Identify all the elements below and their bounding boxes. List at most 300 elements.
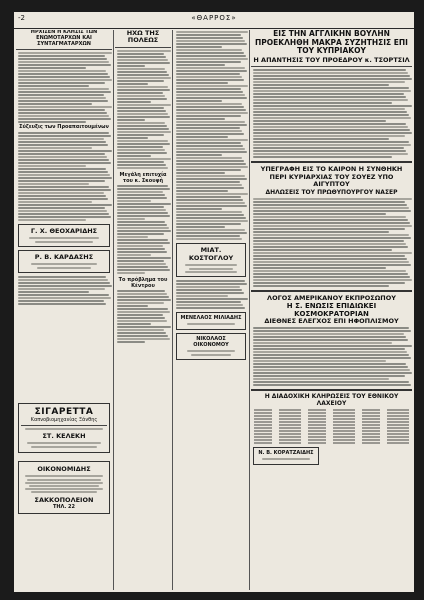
text-line [253, 93, 404, 95]
text-line [253, 207, 409, 209]
table-cell [333, 436, 355, 438]
table-cell [254, 436, 272, 438]
text-line [253, 252, 412, 254]
text-line [18, 91, 111, 93]
text-line [253, 99, 408, 101]
text-line [253, 261, 409, 263]
text-line [117, 125, 167, 127]
text-line [117, 335, 168, 337]
masthead [14, 12, 414, 29]
text-line [117, 242, 170, 244]
text-line [117, 155, 151, 157]
lottery-results-table [254, 409, 409, 444]
text-line [176, 175, 245, 177]
text-line [117, 332, 166, 334]
text-line [18, 282, 110, 284]
text-line [253, 219, 408, 221]
text-line [176, 34, 241, 36]
col1-article-1 [16, 52, 112, 123]
text-line [253, 240, 404, 242]
text-line [176, 85, 248, 87]
text-line [176, 37, 243, 39]
text-line [18, 303, 106, 305]
ad-kardasis-title: Ρ. Β. ΚΑΡΔΑΣΗΣ [34, 253, 94, 261]
text-line [18, 153, 105, 155]
table-cell [308, 442, 326, 444]
ad-theocharidis [18, 224, 110, 247]
text-line [18, 192, 104, 194]
text-line [253, 135, 405, 137]
table-cell [308, 430, 326, 432]
col2b-article-1 [174, 31, 248, 240]
text-line [18, 198, 108, 200]
text-line [176, 112, 248, 114]
text-line [176, 304, 243, 306]
col3-headline-3c: ΔΙΕΘΝΕΣ ΕΛΕΓΧΟΣ ΕΠΙ ΗΦΟΠΛΙΣΜΟΥ [264, 317, 399, 326]
text-line [117, 206, 164, 208]
text-line [253, 330, 411, 332]
text-line [117, 263, 166, 265]
text-line [117, 164, 166, 166]
text-line [117, 224, 167, 226]
text-line [117, 194, 165, 196]
text-line [117, 269, 170, 271]
col2-article-1 [115, 50, 171, 169]
text-line [176, 205, 247, 207]
text-line [253, 285, 389, 287]
table-cell [362, 430, 380, 432]
text-line [253, 150, 406, 152]
text-line [253, 255, 405, 257]
text-line [176, 52, 244, 54]
table-cell [362, 409, 380, 411]
table-row [254, 424, 409, 426]
text-line [18, 82, 105, 84]
text-line [176, 40, 245, 42]
col1-headline: ΗΡΧΙΣΕΝ Η ΚΛΗΣΙΣ ΤΩΝ ΕΝΩΜΟΤΑΡΧΩΝ ΚΑΙ ΣΥΝΤΑΓΜΑΤΑΡΧΩΝ [30, 30, 98, 47]
table-cell [387, 433, 409, 435]
text-line [253, 69, 406, 71]
text-line [253, 78, 412, 80]
text-line [18, 207, 105, 209]
table-cell [308, 421, 326, 423]
ad-koratzaidis [253, 447, 319, 465]
text-line [117, 71, 167, 73]
text-line [253, 96, 406, 98]
table-cell [254, 442, 272, 444]
text-line [253, 216, 406, 218]
table-cell [387, 412, 409, 414]
text-line [176, 55, 246, 57]
text-line [117, 227, 169, 229]
text-line [117, 203, 171, 205]
table-cell [254, 433, 272, 435]
text-line [176, 136, 228, 138]
text-line [18, 121, 86, 123]
table-row [254, 427, 409, 429]
text-line [18, 285, 112, 287]
text-line [18, 216, 111, 218]
ad-oikonomou-title: ΝΙΚΟΛΑΟΣ ΟΙΚΟΝΟΜΟΥ [193, 336, 229, 348]
table-cell [362, 439, 380, 441]
text-line [253, 333, 404, 335]
text-line [253, 90, 411, 92]
text-line [117, 110, 166, 112]
text-line [176, 88, 241, 90]
text-line [176, 235, 240, 237]
text-line [176, 280, 245, 282]
text-line [176, 211, 242, 213]
ad-miliadis [176, 312, 246, 330]
text-line [176, 139, 248, 141]
text-line [18, 94, 104, 96]
text-line [18, 288, 105, 290]
text-line [253, 384, 411, 386]
table-cell [308, 436, 326, 438]
table-cell [254, 421, 272, 423]
text-line [176, 73, 240, 75]
table-row [254, 409, 409, 411]
text-line [117, 299, 171, 301]
table-cell [387, 409, 409, 411]
text-line [117, 341, 145, 343]
text-line [18, 97, 106, 99]
text-line [176, 172, 225, 174]
text-line [117, 122, 165, 124]
text-line [176, 169, 241, 171]
text-line [253, 363, 406, 365]
text-line [253, 282, 405, 284]
text-line [117, 233, 164, 235]
text-line [18, 171, 108, 173]
table-cell [279, 424, 301, 426]
table-row [254, 430, 409, 432]
text-line [18, 52, 112, 54]
table-cell [254, 430, 272, 432]
col3-headline-3: ΛΟΓΟΣ ΑΜΕΡΙΚΑΝΟΥ ΕΚΠΡΟΣΩΠΟΥ [267, 293, 396, 302]
text-line [18, 177, 112, 179]
col3-article-2 [251, 198, 412, 287]
text-line [117, 329, 164, 331]
text-line [176, 76, 242, 78]
text-line [18, 103, 92, 105]
text-line [117, 290, 165, 292]
text-line [18, 132, 109, 134]
text-line [176, 97, 247, 99]
text-line [18, 147, 92, 149]
table-cell [362, 421, 380, 423]
text-line [18, 135, 111, 137]
text-line [18, 70, 106, 72]
text-line [117, 209, 166, 211]
ad-sigaretta-title: ΣΙΓΑΡΕΤΤΑ [34, 407, 94, 417]
text-line [176, 184, 242, 186]
text-line [176, 232, 247, 234]
text-line [176, 70, 247, 72]
text-line [253, 327, 409, 329]
col3-article-1 [251, 69, 412, 158]
col1-article-3 [16, 276, 112, 305]
table-cell [333, 424, 355, 426]
text-line [253, 132, 412, 134]
text-line [18, 61, 109, 63]
text-line [253, 75, 410, 77]
text-line [253, 366, 408, 368]
col3-headline-2b: ΔΗΛΩΣΕΙΣ ΤΟΥ ΠΡΩΘΥΠΟΥΡΓΟΥ ΝΑΣΕΡ [265, 188, 398, 196]
table-cell [254, 415, 272, 417]
text-line [253, 87, 409, 89]
text-line [176, 151, 247, 153]
text-line [253, 204, 407, 206]
col2b-article-2 [174, 280, 248, 309]
text-line [18, 204, 112, 206]
table-cell [308, 415, 326, 417]
text-line [253, 237, 411, 239]
text-line [253, 231, 389, 233]
text-line [253, 339, 408, 341]
text-line [253, 273, 408, 275]
text-line [176, 166, 248, 168]
text-line [253, 198, 412, 200]
col3-headline-1b: Η ΑΠΑΝΤΗΣΙΣ ΤΟΥ ΠΡΟΕΔΡΟΥ κ. ΤΣΟΡΤΣΙΛ [253, 55, 410, 64]
text-line [18, 88, 109, 90]
text-line [253, 210, 411, 212]
text-line [176, 202, 245, 204]
text-line [176, 100, 222, 102]
text-line [176, 238, 242, 240]
text-line [253, 108, 405, 110]
text-line [253, 357, 411, 359]
text-line [117, 218, 145, 220]
text-line [117, 248, 165, 250]
table-cell [387, 439, 409, 441]
text-line [176, 142, 241, 144]
table-cell [387, 421, 409, 423]
text-line [117, 245, 163, 247]
text-line [18, 156, 107, 158]
ad-kostoglou [176, 243, 246, 277]
col1-article-2 [16, 132, 112, 221]
ad-sigaretta [18, 403, 110, 453]
ad-oikonomidis-footer: ΣΑΚΚΟΠΟΛΕΙΟΝ [34, 496, 94, 504]
text-line [253, 381, 409, 383]
text-line [176, 154, 222, 156]
text-line [253, 123, 406, 125]
text-line [253, 213, 386, 215]
text-line [117, 260, 164, 262]
text-line [117, 89, 170, 91]
text-line [117, 74, 169, 76]
newspaper-page [14, 12, 414, 592]
col1-lower-ads [16, 400, 112, 517]
table-row [254, 421, 409, 423]
text-line [253, 156, 392, 158]
text-line [18, 162, 111, 164]
table-cell [279, 421, 301, 423]
table-cell [387, 442, 409, 444]
table-row [254, 436, 409, 438]
text-line [253, 72, 408, 74]
text-line [117, 230, 171, 232]
text-line [117, 188, 170, 190]
text-line [18, 76, 110, 78]
text-line [253, 138, 389, 140]
text-line [117, 134, 164, 136]
text-line [117, 191, 163, 193]
text-line [176, 64, 225, 66]
table-cell [362, 433, 380, 435]
text-line [117, 83, 148, 85]
text-line [253, 234, 409, 236]
text-line [253, 369, 410, 371]
text-line [176, 124, 247, 126]
text-line [176, 181, 240, 183]
table-cell [308, 433, 326, 435]
text-line [253, 354, 409, 356]
table-cell [333, 442, 355, 444]
text-line [176, 118, 225, 120]
table-row [254, 442, 409, 444]
table-cell [308, 439, 326, 441]
text-line [176, 133, 244, 135]
text-line [117, 98, 167, 100]
text-line [117, 140, 168, 142]
text-line [253, 117, 411, 119]
text-line [117, 239, 168, 241]
text-line [117, 197, 167, 199]
text-line [18, 213, 109, 215]
text-line [117, 65, 145, 67]
text-line [117, 104, 171, 106]
text-line [176, 127, 240, 129]
text-line [117, 161, 164, 163]
text-line [117, 143, 170, 145]
table-cell [279, 439, 301, 441]
text-line [18, 219, 86, 221]
table-cell [333, 412, 355, 414]
text-line [117, 272, 145, 274]
text-line [253, 147, 404, 149]
text-line [117, 92, 163, 94]
text-line [117, 221, 165, 223]
text-line [253, 342, 392, 344]
text-line [176, 187, 244, 189]
text-line [253, 270, 406, 272]
text-line [117, 146, 163, 148]
text-line [18, 141, 106, 143]
text-line [18, 85, 89, 87]
col1-subhead: Σύζευξις των Προαπαιτουμένων [19, 124, 109, 131]
text-line [176, 58, 248, 60]
table-cell [279, 430, 301, 432]
text-line [176, 79, 244, 81]
text-line [117, 311, 170, 313]
text-line [176, 199, 243, 201]
table-cell [333, 415, 355, 417]
text-line [253, 126, 408, 128]
text-line [117, 95, 165, 97]
text-line [176, 193, 248, 195]
text-line [117, 326, 171, 328]
text-line [18, 64, 111, 66]
text-line [176, 109, 246, 111]
text-line [176, 220, 248, 222]
table-cell [362, 442, 380, 444]
ad-koratzaidis-title: Ν. Β. ΚΟΡΑΤΖΑΙΔΗΣ [258, 450, 314, 457]
text-line [253, 351, 407, 353]
text-line [117, 56, 166, 58]
text-line [253, 111, 407, 113]
text-line [18, 112, 107, 114]
text-line [253, 258, 407, 260]
table-row [254, 415, 409, 417]
text-line [176, 283, 247, 285]
text-line [176, 160, 244, 162]
text-line [18, 138, 104, 140]
text-line [176, 301, 241, 303]
text-line [117, 266, 168, 268]
table-cell [308, 418, 326, 420]
text-line [176, 289, 242, 291]
text-line [18, 186, 109, 188]
text-line [18, 115, 109, 117]
text-line [117, 158, 171, 160]
text-line [253, 279, 412, 281]
column-rule [172, 30, 173, 590]
text-line [117, 317, 165, 319]
text-line [117, 50, 171, 52]
text-line [176, 121, 245, 123]
col3-headline-4: Η ΔΙΑΔΟΧΙΚΗ ΚΛΗΡΩΣΕΙΣ ΤΟΥ ΕΘΝΙΚΟΥ ΛΑΧΕΙΟΥ [264, 392, 399, 407]
text-line [117, 185, 168, 187]
text-line [176, 217, 246, 219]
table-cell [333, 409, 355, 411]
text-line [176, 49, 242, 51]
table-cell [387, 436, 409, 438]
text-line [18, 109, 105, 111]
ad-theocharidis-title: Γ. Χ. ΘΕΟΧΑΡΙΔΗΣ [30, 227, 98, 235]
text-line [176, 190, 228, 192]
table-cell [279, 418, 301, 420]
text-line [253, 249, 392, 251]
text-line [253, 375, 405, 377]
table-cell [387, 427, 409, 429]
ad-sigaretta-subtitle: Καπνοβιομηχανίας Ξάνθης [30, 417, 98, 423]
text-line [176, 223, 241, 225]
ad-oikonomidis [18, 461, 110, 514]
text-line [176, 196, 241, 198]
text-line [253, 120, 386, 122]
text-line [176, 286, 240, 288]
text-line [18, 118, 111, 120]
text-line [117, 101, 151, 103]
col3-headline-2: ΥΠΕΓΡΑΦΗ ΕΙΣ ΤΟ ΚΑΙΡΟΝ Η ΣΥΝΘΗΚΗ ΠΕΡΙ ΚΥΡΙΑΡΧΙΑΣ ΤΟΥ ΣΟΥΕΖ ΥΠΟ ΑΙΓΥΠΤΟΥ [260, 165, 403, 189]
text-line [176, 31, 248, 33]
text-line [18, 73, 108, 75]
table-cell [254, 412, 272, 414]
text-line [117, 152, 167, 154]
text-line [253, 144, 411, 146]
table-cell [254, 424, 272, 426]
text-line [18, 79, 112, 81]
text-line [253, 243, 406, 245]
text-line [176, 298, 248, 300]
table-row [254, 412, 409, 414]
table-cell [362, 415, 380, 417]
text-line [117, 323, 151, 325]
text-line [176, 157, 242, 159]
text-line [253, 345, 412, 347]
